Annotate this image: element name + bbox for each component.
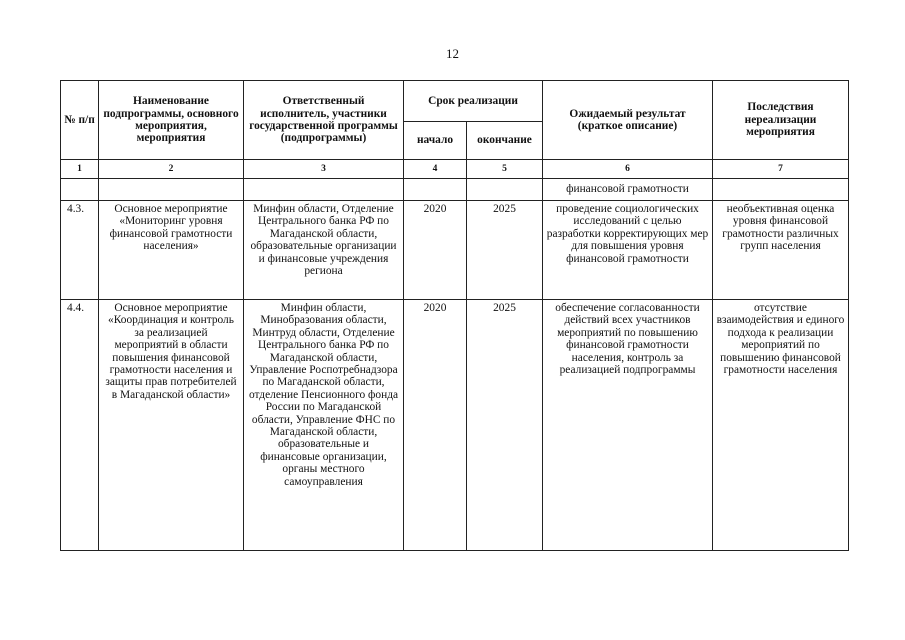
program-table <box>60 80 849 551</box>
header-executor: Ответственный исполнитель, участники государственной программы (подпрограммы) <box>244 81 404 160</box>
row-result: обеспечение согласованности действий всех участников мероприятий по повышению финансовой грамотности населения, контроль за реализацией подпрограммы <box>543 300 713 551</box>
row-end: 2025 <box>467 300 543 551</box>
row-start: 2020 <box>404 300 467 551</box>
table-row <box>61 300 849 551</box>
column-number-row <box>61 160 849 179</box>
row-consequence: отсутствие взаимодействия и единого подхода к реализации мероприятий по повышению финансовой грамотности населения <box>713 300 849 551</box>
row-executor: Минфин области, Минобразования области, Минтруд области, Отделение Центрального банка РФ по Магаданской области, Управление Роспотребнадзора по Магаданской области, отделение Пенсионного фонда России по Магаданской области, Управление ФНС по Магаданской области, образовательные и финансовые организации, органы местного самоуправления <box>244 300 404 551</box>
column-number: 3 <box>244 160 404 179</box>
header-num: № п/п <box>61 81 99 160</box>
column-number: 1 <box>61 160 99 179</box>
header-result: Ожидаемый результат (краткое описание) <box>543 81 713 160</box>
row-name: Основное мероприятие «Координация и контроль за реализацией мероприятий в области повышения финансовой грамотности населения и защиты прав потребителей в Магаданской области» <box>99 300 244 551</box>
row-start: 2020 <box>404 201 467 300</box>
row-result: проведение социологических исследований с целью разработки корректирующих мер для повышения уровня финансовой грамотности <box>543 201 713 300</box>
column-number: 5 <box>467 160 543 179</box>
row-number: 4.3. <box>61 201 99 300</box>
header-start: начало <box>404 122 467 160</box>
column-number: 7 <box>713 160 849 179</box>
row-name: Основное мероприятие «Мониторинг уровня финансовой грамотности населения» <box>99 201 244 300</box>
table-row <box>61 201 849 300</box>
header-end: окончание <box>467 122 543 160</box>
header-consequence: Последствия нереализации мероприятия <box>713 81 849 160</box>
column-number: 4 <box>404 160 467 179</box>
continuation-text: финансовой грамотности <box>543 179 713 201</box>
page-number: 12 <box>446 46 459 61</box>
row-executor: Минфин области, Отделение Центрального банка РФ по Магаданской области, образовательные организации и финансовые учреждения региона <box>244 201 404 300</box>
row-consequence: необъективная оценка уровня финансовой грамотности различных групп населения <box>713 201 849 300</box>
column-number: 2 <box>99 160 244 179</box>
header-row <box>61 81 849 122</box>
row-end: 2025 <box>467 201 543 300</box>
header-period: Срок реализации <box>404 81 543 122</box>
column-number: 6 <box>543 160 713 179</box>
header-name: Наименование подпрограммы, основного мероприятия, мероприятия <box>99 81 244 160</box>
row-number: 4.4. <box>61 300 99 551</box>
continuation-row <box>61 179 849 201</box>
